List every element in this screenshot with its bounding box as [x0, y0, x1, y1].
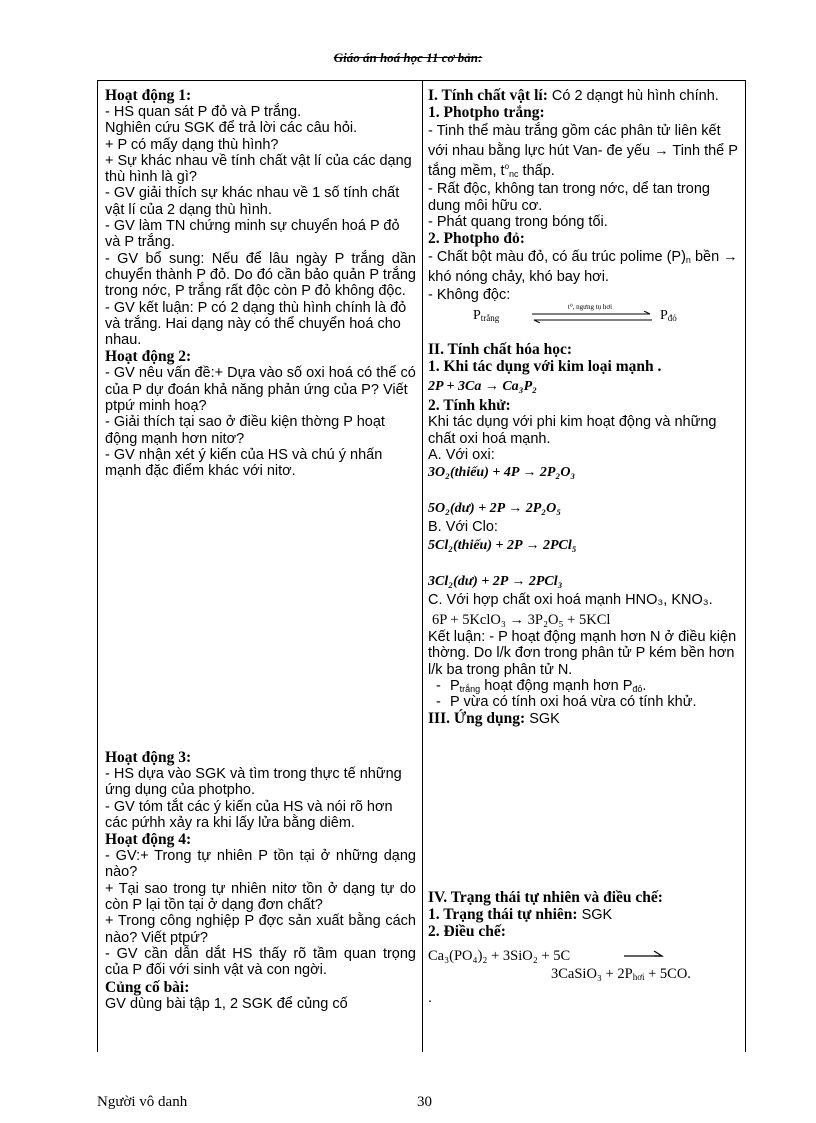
strong-oxidant-label: C. Với hợp chất oxi hoá mạnh HNO₃, KNO₃.: [428, 591, 713, 608]
consolidation-title: Củng cố bài:: [105, 978, 190, 996]
text-run: .: [642, 677, 647, 694]
text-run: P: [660, 308, 668, 324]
arrow-icon: →: [723, 249, 738, 266]
equation-chlorine-lack: 5Cl₂(thiếu) + 2P → 2PCl₅: [428, 537, 577, 553]
text-run: n: [685, 255, 691, 266]
section-4-title: IV. Trạng thái tự nhiên và điều chế:: [428, 889, 663, 906]
equation-oxygen-lack: 3O₂(thiếu) + 4P → 2P₂O₃: [428, 465, 576, 481]
text-run: .: [657, 358, 662, 376]
page-header: Giáo án hoá học 11 cơ bản:: [333, 50, 483, 65]
conversion-right: [660, 308, 677, 324]
text-line: - Giải thích tại sao ở điều kiện thờng P hoạt động mạnh hơn nitơ?: [105, 414, 385, 447]
reduction-title: 2. Tính khử:: [428, 397, 511, 415]
text-run: - Chất bột màu đỏ, có ấu trúc polime (P): [428, 249, 686, 266]
activity-4-lines: [105, 848, 416, 978]
text-line: - GV làm TN chứng minh sự chuyển hoá P đỏ và P trắng.: [105, 218, 400, 251]
equation-p-ca: 2P + 3Ca → Ca₃P₂: [428, 379, 537, 395]
consolidation-line: GV dùng bài tập 1, 2 SGK để củng cố: [105, 995, 348, 1012]
text-line: Nghiên cứu SGK để trả lời các câu hỏi.: [105, 120, 358, 137]
conversion-left: [473, 308, 499, 324]
conclusion-bullet-1: [428, 678, 738, 694]
footer-author: Người vô danh: [97, 1094, 188, 1110]
preparation-equation: [428, 946, 738, 990]
conclusion-bullet-2: - P vừa có tính oxi hoá vừa có tính khử.: [428, 694, 738, 710]
lesson-table: [97, 80, 746, 1052]
reaction-arrow-icon: [624, 950, 668, 960]
text-run: Tinh thể P tắng mềm, t: [428, 143, 738, 180]
text-line: - GV cần dẫn dắt HS thấy rõ tầm quan trọng của P đối với sinh vật và con ngời.: [105, 945, 416, 979]
activity-2-lines: [105, 365, 416, 479]
text-line: - Không độc:: [428, 287, 511, 304]
text-run: trắng: [459, 683, 481, 694]
arrow-icon: →: [654, 143, 669, 160]
text-line: + Sự khác nhau về tính chất vật lí của các dạng thù hình là gì?: [105, 152, 412, 186]
text-line: - GV bổ sung: Nếu để lâu ngày P trắng dần chuyển thành P đỏ. Do đó cần bảo quản P trắng trong nớc, P trắng rất độc còn P đỏ không độc.: [105, 250, 416, 300]
text-run: P: [450, 677, 460, 694]
text-line: - Rất độc, không tan trong nớc, dể tan trong dung môi hữu cơ.: [428, 181, 710, 214]
natural-state-title: 1. Trạng thái tự nhiên:: [428, 906, 578, 923]
text-run: nc: [509, 169, 519, 180]
text-run: o: [504, 162, 510, 172]
section-1-title: I. Tính chất vật lí:: [428, 87, 548, 104]
text-line: - GV:+ Trong tự nhiên P tồn tại ở những dạng nào?: [105, 848, 416, 881]
reduction-text: Khi tác dụng với phi kim hoạt động và những chất oxi hoá mạnh.: [428, 414, 717, 447]
activity-1-title: Hoạt động 1:: [105, 87, 192, 104]
activity-3-lines: [105, 766, 416, 831]
with-chlorine-label: B. Với Clo:: [428, 519, 498, 536]
activity-4-title: Hoạt động 4:: [105, 831, 192, 849]
text-line: - HS quan sát P đỏ và P trắng.: [105, 104, 302, 120]
text-line: - GV kết luận: P có 2 dạng thù hình chính là đỏ và trắng. Hai dạng này có thể chuyển hoá cho nhau.: [105, 299, 407, 349]
text-run: trắng: [480, 313, 500, 324]
footer-page-number: 30: [417, 1094, 432, 1110]
text-run: đỏ: [632, 683, 643, 694]
phosphorus-conversion: [428, 303, 738, 329]
section-4-block: [428, 889, 738, 1007]
text-run: khó nóng chảy, khó bay hơi.: [428, 269, 609, 286]
section-2-title: II. Tính chất hóa học:: [428, 341, 572, 359]
text-line: - GV nhận xét ý kiến của HS và chú ý nhấn mạnh đặc điểm khác với nitơ.: [105, 446, 383, 480]
preparation-title: 2. Điều chế:: [428, 923, 506, 941]
text-line: + P có mấy dạng thù hình?: [105, 136, 279, 153]
activity-3-block: [105, 749, 416, 1012]
red-phosphorus-title: 2. Photpho đỏ:: [428, 230, 525, 248]
red-phosphorus-desc: [428, 247, 738, 287]
text-line: - GV nêu vấn đề:+ Dựa vào số oxi hoá có thể có của P dự đoán khả năng phản ứng của P? Viết ptpứ minh hoạ?: [105, 365, 416, 415]
text-line: + Trong công nghiệp P đợc sản xuất bằng cách nào? Viết ptpứ?: [105, 913, 416, 946]
activity-2-title: Hoạt động 2:: [105, 348, 192, 366]
text-run: P: [473, 308, 481, 324]
activity-3-title: Hoạt động 3:: [105, 749, 192, 766]
text-run: thấp.: [518, 163, 555, 180]
text-run: + 5CO.: [644, 966, 691, 983]
text-line: - GV giải thích sự khác nhau về 1 số tính chất vật lí của 2 dạng thù hình.: [105, 185, 400, 218]
activity-1-lines: [105, 104, 416, 348]
text-run: hoạt động mạnh hơn P: [480, 677, 633, 694]
metal-reaction-title: 1. Khi tác dụng với kim loại mạnh: [428, 358, 654, 376]
with-oxygen-label: A. Với oxi:: [428, 447, 495, 464]
equation-reactants: Ca₃(PO₄)₂ + 3SiO₂ + 5C: [428, 948, 571, 965]
text-line: - GV tóm tắt các ý kiến của HS và nói rõ hơn các pứhh xảy ra khi lấy lửa bằng diêm.: [105, 798, 393, 831]
text-line: + Tại sao trong tự nhiên nitơ tồn ở dạng tự do còn P lại tồn tại ở dạng đơn chất?: [105, 880, 416, 914]
text-run: bền: [690, 249, 724, 266]
teacher-activity-column: [98, 81, 422, 1052]
content-column: [422, 81, 744, 1052]
white-phosphorus-desc: [428, 121, 738, 181]
text-line: - HS dựa vào SGK và tìm trong thực tế những ứng dụng của photpho.: [105, 766, 402, 799]
natural-state-text: SGK: [577, 907, 613, 923]
text-run: 3CaSiO₃ + 2P: [551, 966, 633, 983]
equation-products: [551, 966, 691, 983]
equilibrium-arrow-icon: [528, 311, 656, 323]
equation-chlorine-excess: 3Cl₂(dư) + 2P → 2PCl₃: [428, 573, 563, 589]
text-line: - Phát quang trong bóng tối.: [428, 213, 608, 230]
text-run: hơi: [632, 972, 645, 983]
section-3-title: III. Ứng dụng:: [428, 710, 526, 728]
text-run: đỏ: [667, 313, 677, 324]
equation-oxygen-excess: 5O₂(dư) + 2P → 2P₂O₅: [428, 501, 562, 517]
section-1-text: Có 2 dạngt hù hình chính.: [547, 88, 719, 104]
section-3-text: SGK: [525, 711, 560, 728]
conversion-condition: t⁰, ngưng tụ hơi: [567, 303, 613, 312]
conclusion-text: Kết luận: - P hoạt động mạnh hơn N ở điều kiện thờng. Do l/k đơn trong phân tử P kém bền hơn l/k ba trong phân tử N.: [428, 628, 737, 678]
text-run: - Tinh thể màu trắng gồm các phân tử liên kết với nhau bằng lực hút Van- đe yếu: [428, 123, 721, 160]
trailing-dot: .: [428, 990, 433, 1007]
white-phosphorus-title: 1. Photpho trắng:: [428, 104, 545, 122]
equation-kclo3: 6P + 5KclO₃ → 3P₂O₅ + 5KCl: [432, 611, 611, 628]
